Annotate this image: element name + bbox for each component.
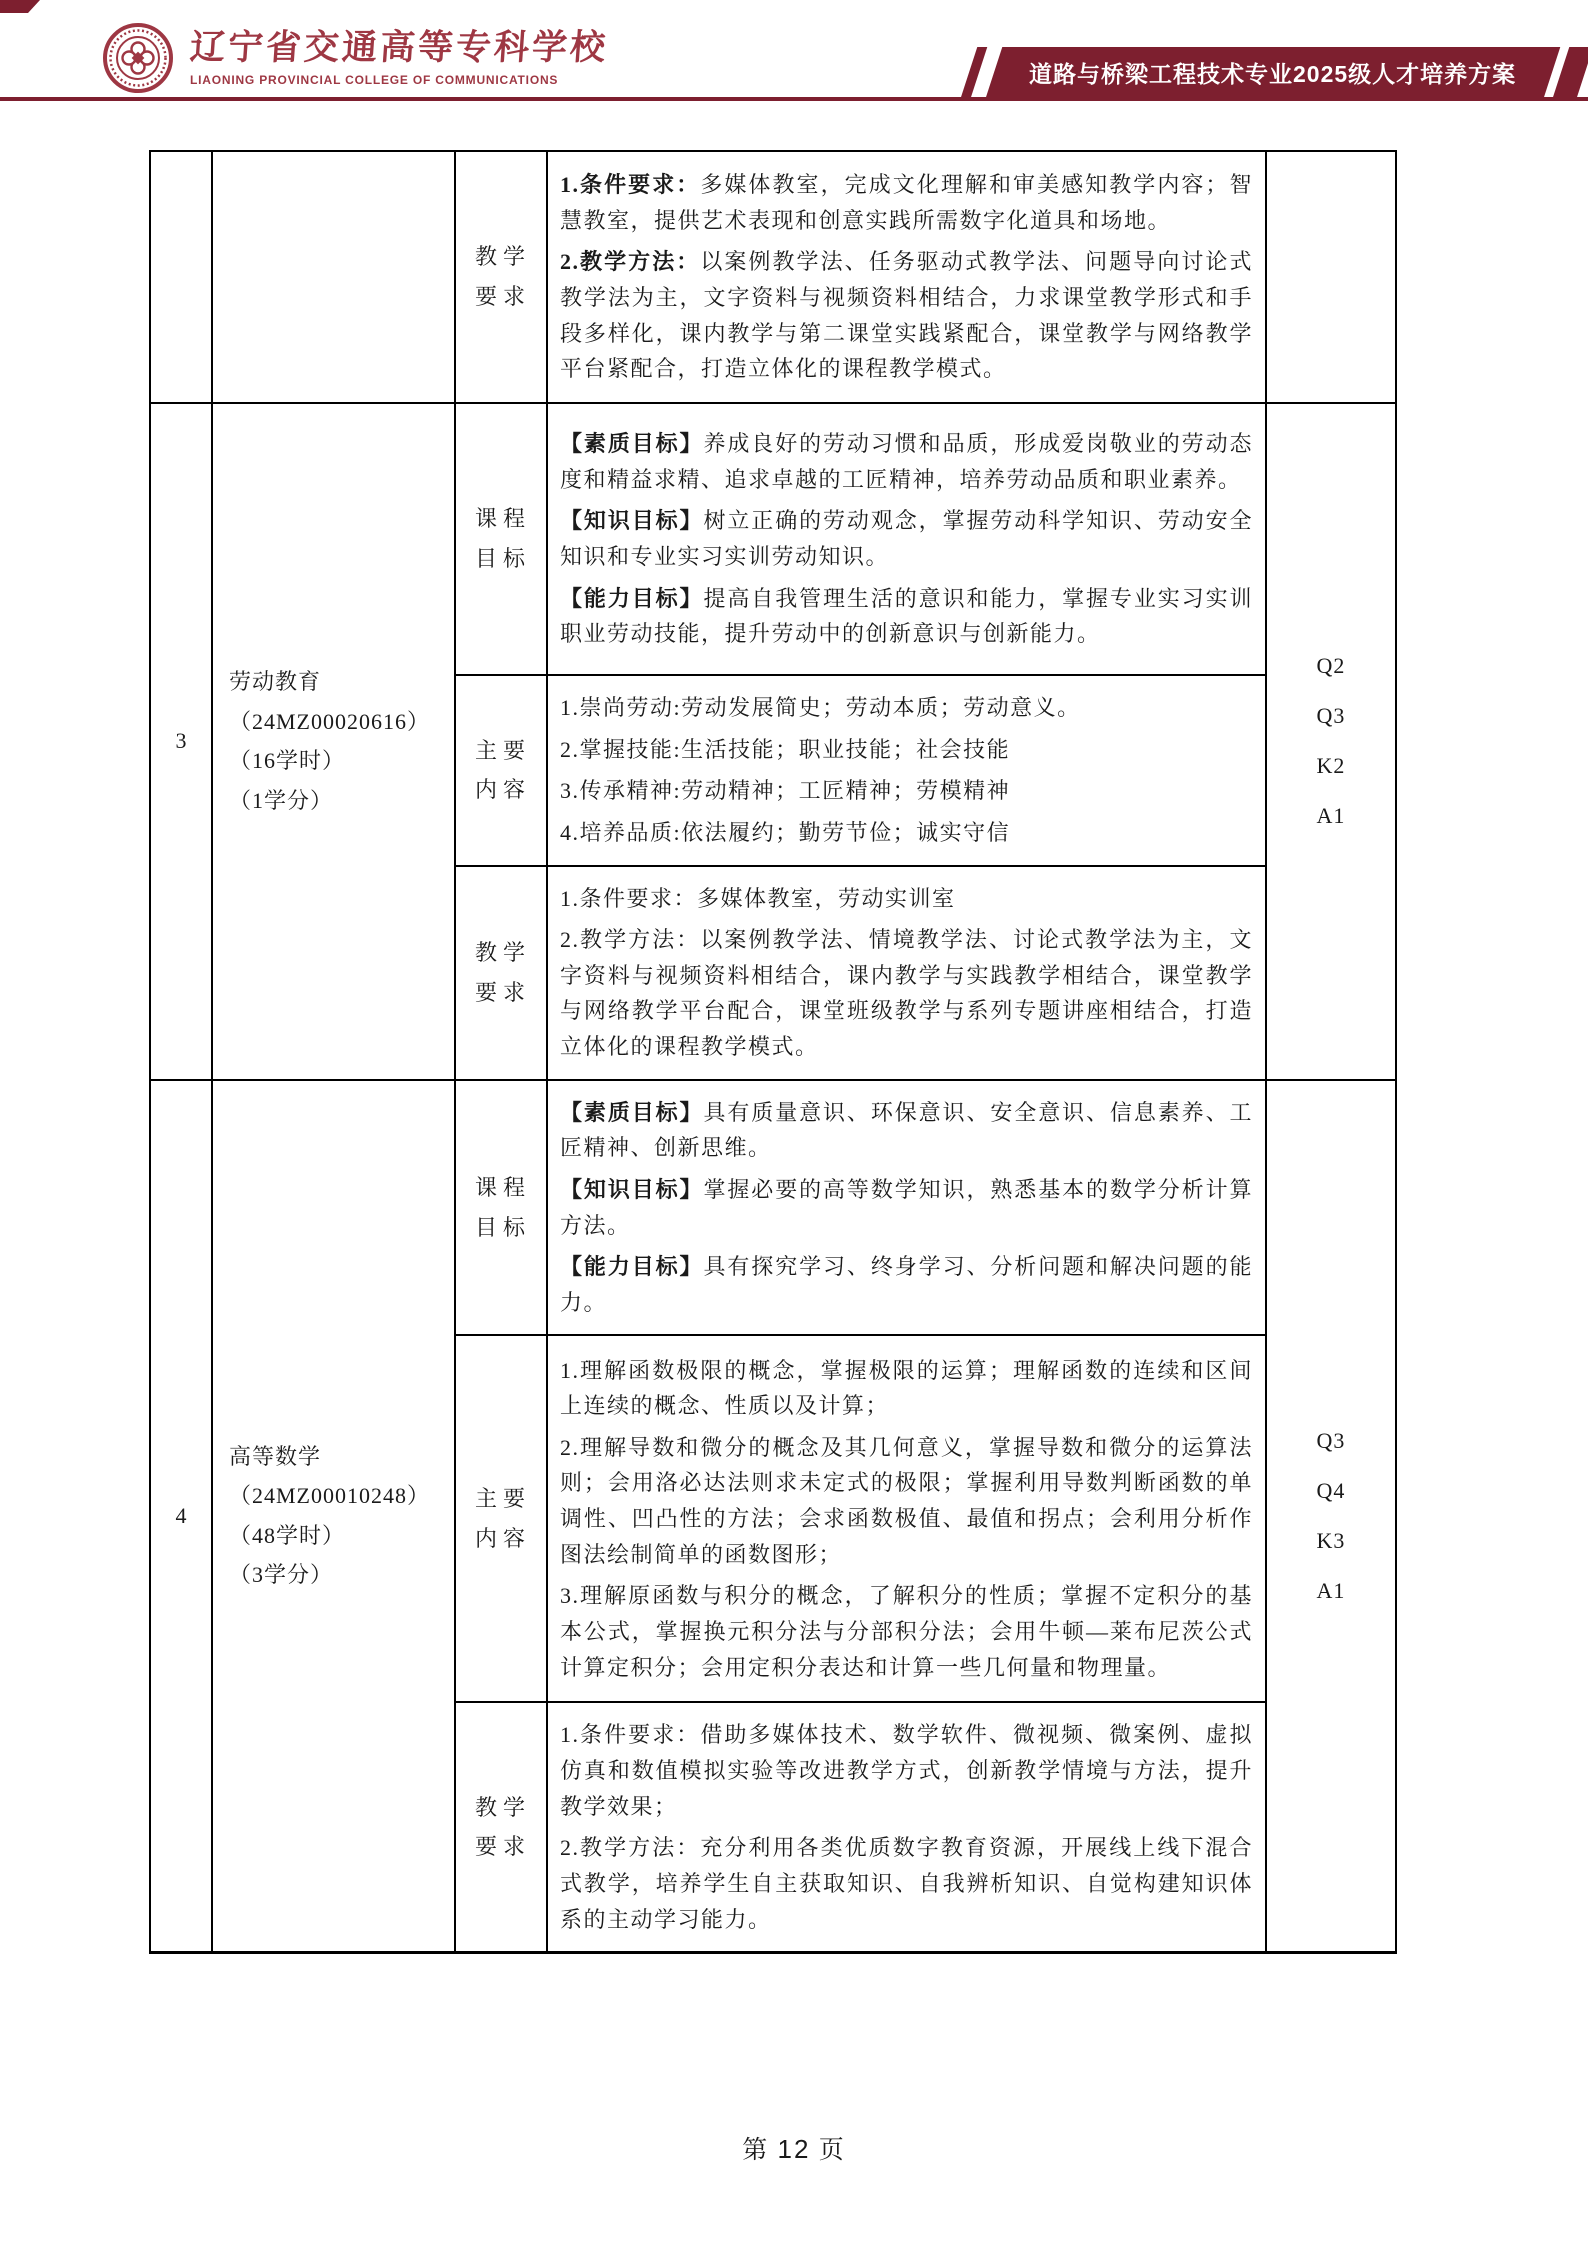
- table-row: [150, 151, 1396, 403]
- paragraph-text: 具有探究学习、终身学习、分析问题和解决问题的能力。: [560, 1254, 1253, 1315]
- paragraph-text: 2.掌握技能:生活技能；职业技能；社会技能: [560, 736, 1011, 762]
- competency-code: Q2: [1316, 653, 1346, 679]
- section-label-line: 主要: [474, 1486, 531, 1512]
- school-name-en: LIAONING PROVINCIAL COLLEGE OF COMMUNICATIONS: [190, 72, 559, 87]
- paragraph: [560, 732, 1253, 768]
- competency-code: A1: [1316, 1577, 1346, 1603]
- paragraph-text: 3.传承精神:劳动精神；工匠精神；劳模精神: [560, 778, 1011, 804]
- paragraph: [560, 1830, 1253, 1937]
- paragraph: [560, 1430, 1253, 1573]
- section-label: [455, 1080, 547, 1336]
- section-label-line: 主要: [474, 737, 531, 763]
- paragraph-text: 2.理解导数和微分的概念及其几何意义，掌握导数和微分的运算法则；会用洛必达法则求未定式的极限；掌握利用导数判断函数的单调性、凹凸性的方法；会求函数极值、最值和拐点；会利用分析作图法绘制简单的函数图形；: [560, 1434, 1253, 1567]
- section-label-line: 目标: [474, 1214, 531, 1240]
- section-label: [455, 1335, 547, 1702]
- competency-code: A1: [1316, 803, 1346, 829]
- section-label: [455, 151, 547, 403]
- paragraph-lead: 【能力目标】: [560, 1254, 704, 1280]
- codes-cell: [1266, 403, 1396, 1080]
- paragraph-text: 掌握必要的高等数学知识，熟悉基本的数学分析计算方法。: [560, 1176, 1253, 1238]
- paragraph-text: 4.培养品质:依法履约；勤劳节俭；诚实守信: [560, 819, 1011, 845]
- paragraph-text: 养成良好的劳动习惯和品质，形成爱岗敬业的劳动态度和精益求精、追求卓越的工匠精神，培养劳动品质和职业素养。: [560, 431, 1253, 492]
- paragraph: [560, 167, 1253, 238]
- course-name-cell: [212, 1080, 455, 1953]
- section-label: [455, 403, 547, 675]
- course-code: （24MZ00010248）: [229, 1483, 431, 1509]
- paragraph-text: 3.理解原函数与积分的概念，了解积分的性质；掌握不定积分的基本公式，掌握换元积分法与分部积分法；会用牛顿—莱布尼茨公式计算定积分；会用定积分表达和计算一些几何量和物理量。: [560, 1583, 1253, 1680]
- section-content: [547, 1080, 1266, 1336]
- paragraph-text: 多媒体教室，完成文化理解和审美感知教学内容；智慧教室，提供艺术表现和创意实践所需数字化道具和场地。: [560, 172, 1253, 233]
- section-content: [547, 675, 1266, 866]
- paragraph-text: 2.教学方法：充分利用各类优质数字教育资源，开展线上线下混合式教学，培养学生自主获取知识、自我辨析知识、自觉构建知识体系的主动学习能力。: [560, 1835, 1253, 1932]
- paragraph-lead: 【知识目标】: [560, 508, 704, 534]
- school-name-block: [190, 29, 608, 87]
- section-label-line: 课程: [474, 506, 531, 532]
- paragraph: [560, 244, 1253, 387]
- school-logo: [102, 22, 608, 94]
- banner-slash-right: [1553, 47, 1588, 98]
- course-title: 高等数学: [229, 1443, 322, 1469]
- course-credits: （3学分）: [229, 1562, 334, 1588]
- section-content: [547, 866, 1266, 1080]
- paragraph: [560, 881, 1253, 917]
- section-label: [455, 675, 547, 866]
- paragraph-text: 1.条件要求：借助多媒体技术、数学软件、微视频、微案例、虚拟仿真和数值模拟实验等改进教学方式，创新教学情境与方法，提升教学效果；: [560, 1722, 1253, 1819]
- section-content: [547, 1702, 1266, 1952]
- paragraph: [560, 690, 1253, 726]
- paragraph: [560, 1249, 1253, 1320]
- competency-code: Q3: [1316, 1427, 1346, 1453]
- paragraph-text: 1.理解函数极限的概念，掌握极限的运算；理解函数的连续和区间上连续的概念、性质以及计算；: [560, 1357, 1253, 1419]
- course-name-cell: [212, 151, 455, 403]
- competency-code: Q3: [1316, 703, 1346, 729]
- banner-title: 道路与桥梁工程技术专业2025级人才培养方案: [1029, 61, 1517, 87]
- paragraph: [560, 1578, 1253, 1685]
- paragraph: [560, 581, 1253, 652]
- table-row: [150, 1080, 1396, 1336]
- course-name-cell: [212, 403, 455, 1080]
- paragraph: [560, 426, 1253, 497]
- course-code: （24MZ00020616）: [229, 708, 431, 734]
- paragraph: [560, 1172, 1253, 1243]
- page-label-prefix: 第: [742, 2137, 770, 2164]
- corner-accent-wedge: [0, 0, 40, 13]
- paragraph-text: 2.教学方法：以案例教学法、情境教学法、讨论式教学法为主，文字资料与视频资料相结合，课内教学与实践教学相结合，课堂教学与网络教学平台配合，课堂班级教学与系列专题讲座相结合，打造立体化的课程教学模式。: [560, 927, 1253, 1059]
- paragraph: [560, 773, 1253, 809]
- paragraph-text: 提高自我管理生活的意识和能力，掌握专业实习实训职业劳动技能，提升劳动中的创新意识与创新能力。: [560, 585, 1253, 647]
- competency-code: K2: [1316, 753, 1346, 779]
- page-number: 12: [777, 2134, 811, 2164]
- header-banner: [986, 47, 1561, 98]
- section-label-line: 内容: [474, 1525, 531, 1551]
- paragraph-text: 以案例教学法、任务驱动式教学法、问题导向讨论式教学法为主，文字资料与视频资料相结合，力求课堂教学形式和手段多样化，课内教学与第二课堂实践紧配合，课堂教学与网络教学平台紧配合，打造立体化的课程教学模式。: [560, 249, 1253, 382]
- paragraph-lead: 【知识目标】: [560, 1176, 704, 1202]
- banner-slash-left: [961, 47, 988, 98]
- section-label-line: 课程: [474, 1174, 531, 1200]
- paragraph-lead: 【素质目标】: [560, 431, 704, 457]
- table-row: [150, 403, 1396, 675]
- section-label-line: 要求: [474, 979, 531, 1005]
- course-description-table: [149, 150, 1397, 1954]
- paragraph: [560, 1095, 1253, 1166]
- paragraph: [560, 1717, 1253, 1824]
- competency-code: Q4: [1316, 1477, 1346, 1503]
- page-label-suffix: 页: [818, 2137, 846, 2164]
- paragraph-lead: 2.教学方法：: [560, 249, 701, 275]
- paragraph-text: 树立正确的劳动观念，掌握劳动科学知识、劳动安全知识和专业实习实训劳动知识。: [560, 508, 1253, 569]
- section-label-line: 要求: [474, 1834, 531, 1860]
- school-emblem-icon: [102, 22, 174, 94]
- paragraph: [560, 815, 1253, 851]
- row-number-cell: 3: [150, 403, 212, 1080]
- paragraph-lead: 【素质目标】: [560, 1099, 704, 1125]
- section-label-line: 教学: [474, 939, 531, 965]
- section-label-line: 要求: [474, 284, 531, 309]
- section-label-line: 内容: [474, 777, 531, 803]
- paragraph-lead: 1.条件要求：: [560, 172, 701, 198]
- section-label-line: 目标: [474, 546, 531, 571]
- section-label-line: 教学: [474, 1794, 531, 1820]
- section-content: [547, 403, 1266, 675]
- paragraph-text: 1.条件要求：多媒体教室，劳动实训室: [560, 885, 956, 911]
- section-label: [455, 866, 547, 1080]
- course-hours: （16学时）: [229, 748, 346, 774]
- paragraph-lead: 【能力目标】: [560, 585, 704, 611]
- codes-cell: [1266, 151, 1396, 403]
- paragraph: [560, 922, 1253, 1065]
- paragraph: [560, 1353, 1253, 1424]
- course-credits: （1学分）: [229, 787, 334, 813]
- paragraph: [560, 503, 1253, 574]
- section-label-line: 教学: [474, 244, 531, 270]
- row-number-cell: 4: [150, 1080, 212, 1953]
- section-content: [547, 1335, 1266, 1702]
- paragraph-text: 1.崇尚劳动:劳动发展简史；劳动本质；劳动意义。: [560, 695, 1081, 720]
- section-label: [455, 1702, 547, 1952]
- school-name-cn: 辽宁省交通高等专科学校: [188, 28, 610, 68]
- page-footer: [0, 2130, 1588, 2166]
- section-content: [547, 151, 1266, 403]
- row-number-cell: [150, 151, 212, 403]
- competency-code: K3: [1316, 1527, 1346, 1553]
- course-hours: （48学时）: [229, 1522, 346, 1548]
- paragraph-text: 具有质量意识、环保意识、安全意识、信息素养、工匠精神、创新思维。: [560, 1099, 1253, 1161]
- codes-cell: [1266, 1080, 1396, 1953]
- course-title: 劳动教育: [229, 669, 322, 695]
